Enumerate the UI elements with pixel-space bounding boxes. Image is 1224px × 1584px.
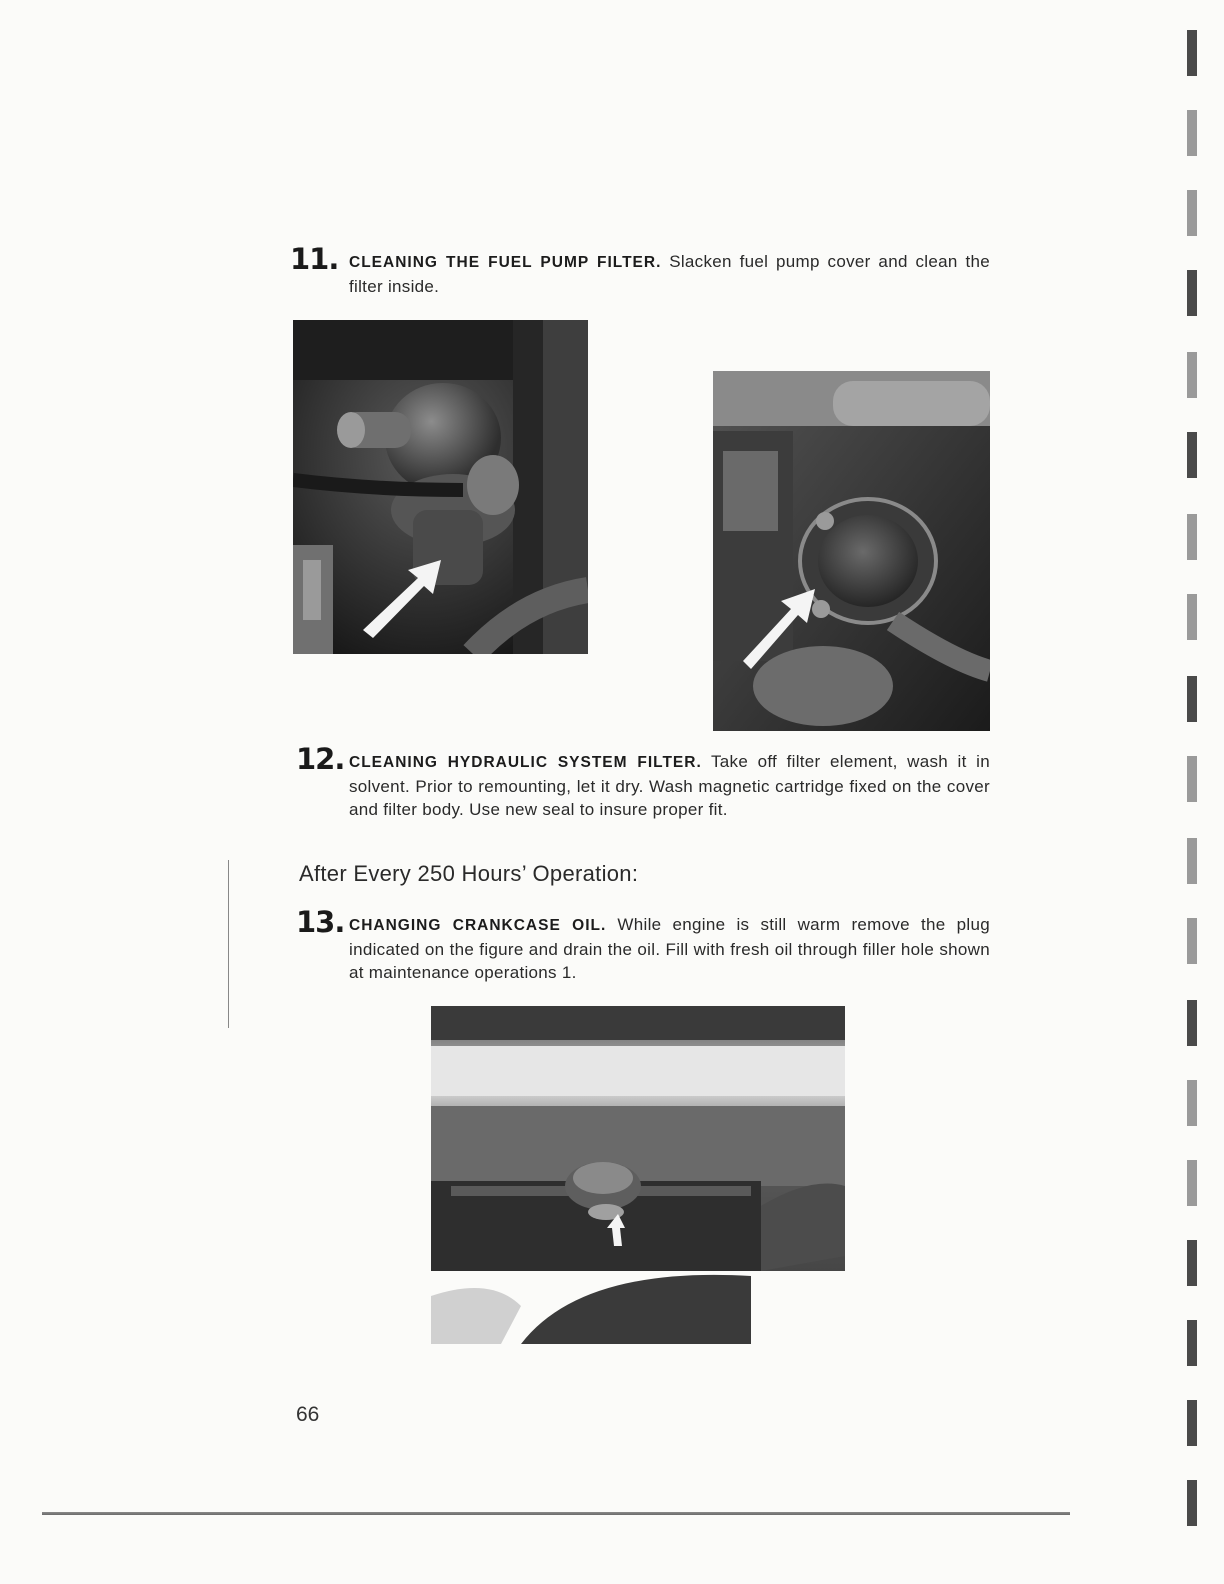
section-heading: After Every 250 Hours’ Operation: [299, 861, 639, 886]
index-tab [1187, 514, 1197, 560]
index-tab [1187, 352, 1197, 398]
index-tab [1187, 594, 1197, 640]
index-tab [1187, 1160, 1197, 1206]
item-heading: CLEANING HYDRAULIC SYSTEM FILTER. [349, 754, 702, 771]
item-number: 12. [296, 742, 345, 776]
index-tab [1187, 1080, 1197, 1126]
instruction-item-12 [290, 742, 990, 822]
index-tab [1187, 1480, 1197, 1526]
item-text [349, 913, 990, 985]
bottom-rule [42, 1512, 1070, 1515]
index-tab [1187, 110, 1197, 156]
item-heading: CHANGING CRANKCASE OIL. [349, 917, 607, 934]
item-number: 11. [290, 242, 339, 276]
index-tab [1187, 756, 1197, 802]
instruction-item-13 [290, 905, 991, 985]
thumb-index-tabs [1182, 0, 1200, 1584]
item-body: While engine is still warm remove the plug indicated on the figure and drain the oil. Fill with fresh oil through filler hole shown at maintenance operations 1. [349, 915, 991, 982]
index-tab [1187, 1000, 1197, 1046]
index-tab [1187, 190, 1197, 236]
page-number: 66 [296, 1403, 320, 1426]
index-tab [1187, 676, 1197, 722]
margin-mark [228, 860, 229, 1028]
item-text [349, 750, 990, 822]
instruction-item-11 [290, 242, 990, 298]
index-tab [1187, 918, 1197, 964]
hydraulic-filter-photo [713, 371, 990, 731]
index-tab [1187, 30, 1197, 76]
index-tab [1187, 1400, 1197, 1446]
crankcase-plug-photo [431, 1006, 845, 1344]
item-body: Take off filter element, wash it in solvent. Prior to remounting, let it dry. Wash magnetic cartridge fixed on the cover and filter body. Use new seal to insure proper fit. [349, 752, 990, 819]
item-number: 13. [296, 905, 345, 939]
index-tab [1187, 1320, 1197, 1366]
index-tab [1187, 1240, 1197, 1286]
fuel-pump-photo [293, 320, 588, 654]
item-body: Slacken fuel pump cover and clean the filter inside. [349, 252, 990, 296]
item-heading: CLEANING THE FUEL PUMP FILTER. [349, 254, 662, 271]
index-tab [1187, 838, 1197, 884]
index-tab [1187, 432, 1197, 478]
index-tab [1187, 270, 1197, 316]
item-text [349, 250, 990, 298]
